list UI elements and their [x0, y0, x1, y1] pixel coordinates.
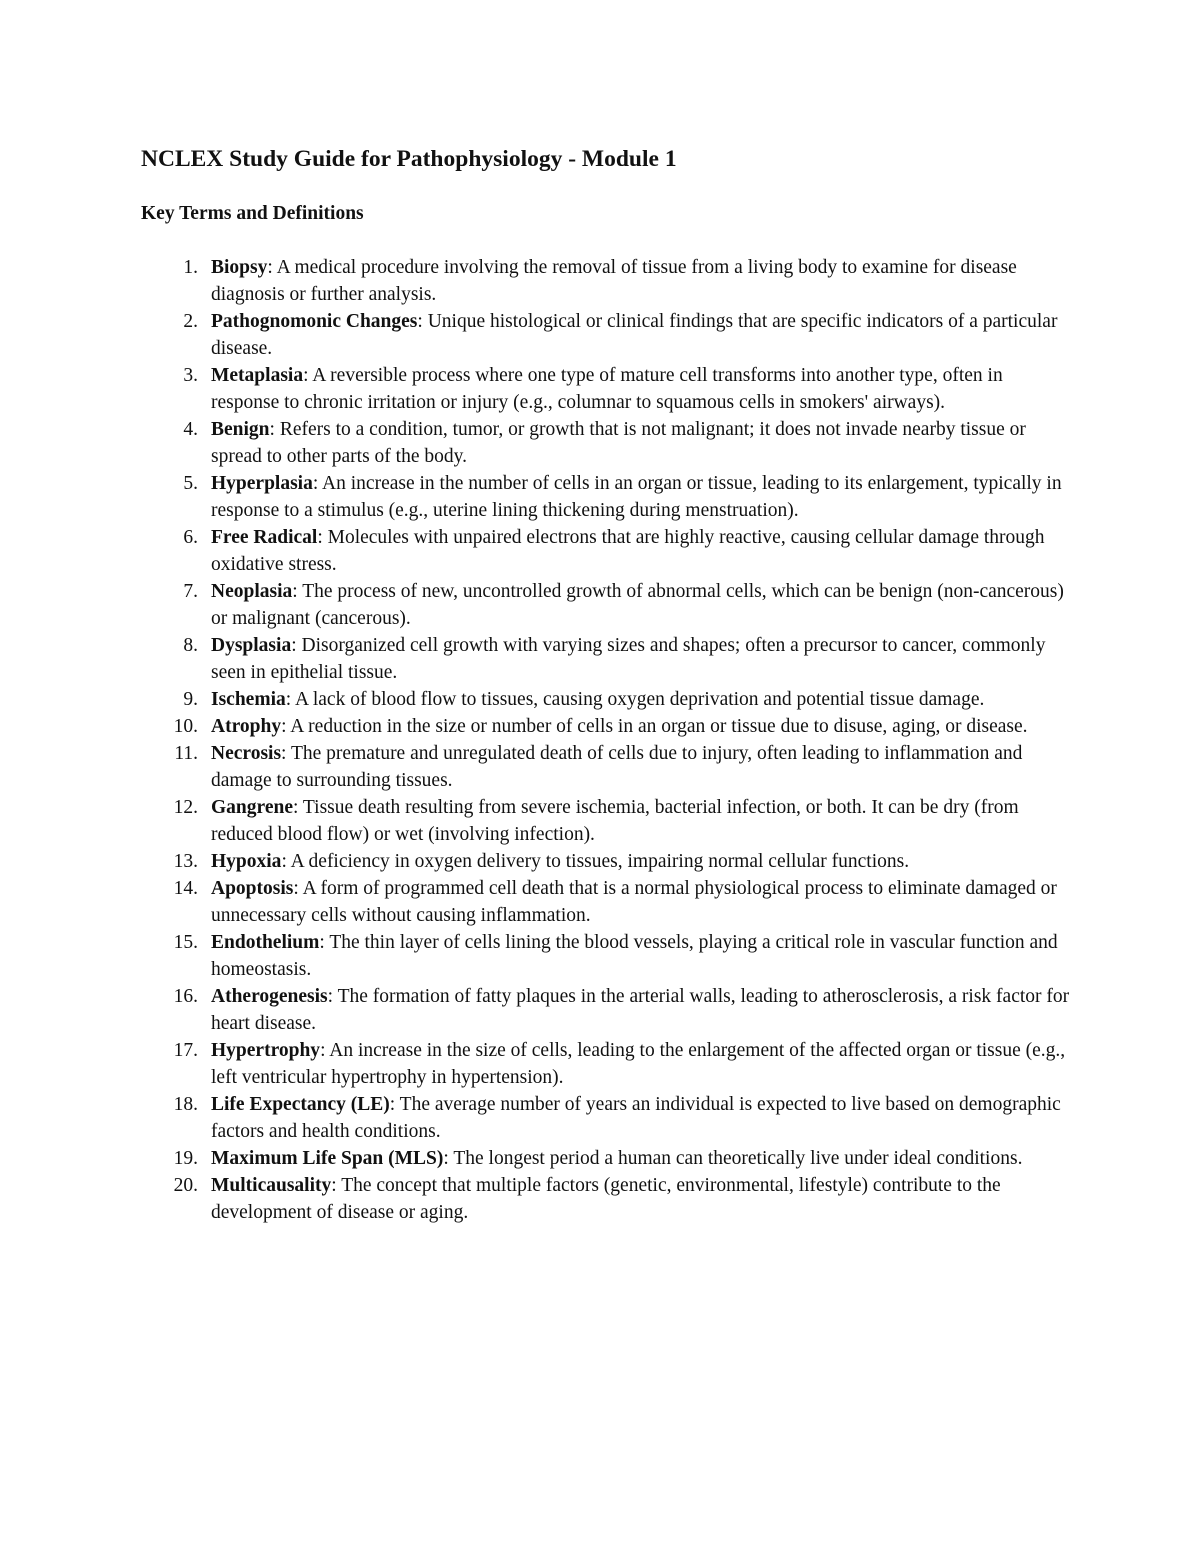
- list-item-number: 17.: [173, 1040, 198, 1061]
- list-item-number: 5.: [183, 473, 198, 494]
- page-title: NCLEX Study Guide for Pathophysiology - Module 1: [141, 146, 677, 172]
- list-item: [141, 416, 1071, 470]
- list-item-number: 18.: [173, 1094, 198, 1115]
- term-definition: : A reduction in the size or number of cells in an organ or tissue due to disuse, aging, or disease.: [281, 716, 1028, 737]
- term-name: Hypertrophy: [211, 1040, 321, 1061]
- list-item: [141, 1145, 1071, 1172]
- list-item: [141, 578, 1071, 632]
- list-item-number: 9.: [183, 689, 198, 710]
- list-item-number: 20.: [173, 1175, 198, 1196]
- list-item: [141, 983, 1071, 1037]
- term-name: Multicausality: [211, 1175, 332, 1196]
- term-name: Dysplasia: [211, 635, 292, 656]
- term-name: Pathognomonic Changes: [211, 311, 418, 332]
- list-item: [141, 875, 1071, 929]
- term-definition: : An increase in the size of cells, leading to the enlargement of the affected organ or tissue (e.g., left ventricular hypertrophy in hypertension).: [211, 1040, 1066, 1088]
- term-name: Apoptosis: [211, 878, 294, 899]
- term-definition: : The thin layer of cells lining the blood vessels, playing a critical role in vascular function and homeostasis.: [211, 932, 1058, 980]
- term-definition: : An increase in the number of cells in an organ or tissue, leading to its enlargement, typically in response to a stimulus (e.g., uterine lining thickening during menstruation).: [211, 473, 1062, 521]
- term-definition: : Unique histological or clinical findings that are specific indicators of a particular disease.: [211, 311, 1058, 359]
- list-item-number: 4.: [183, 419, 198, 440]
- term-definition: : A form of programmed cell death that is a normal physiological process to eliminate damaged or unnecessary cells without causing inflammation.: [211, 878, 1057, 926]
- term-name: Hypoxia: [211, 851, 282, 872]
- list-item-number: 19.: [173, 1148, 198, 1169]
- term-definition: : The concept that multiple factors (genetic, environmental, lifestyle) contribute to the development of disease or aging.: [211, 1175, 1001, 1223]
- term-name: Gangrene: [211, 797, 293, 818]
- term-definition: : A reversible process where one type of mature cell transforms into another type, often in response to chronic irritation or injury (e.g., columnar to squamous cells in smokers' airways).: [211, 365, 1003, 413]
- term-definition: : The premature and unregulated death of cells due to injury, often leading to inflammation and damage to surrounding tissues.: [211, 743, 1023, 791]
- term-definition: : A deficiency in oxygen delivery to tissues, impairing normal cellular functions.: [281, 851, 910, 872]
- term-definition: : The average number of years an individual is expected to live based on demographic factors and health conditions.: [211, 1094, 1061, 1142]
- term-definition: : Molecules with unpaired electrons that are highly reactive, causing cellular damage through oxidative stress.: [211, 527, 1045, 575]
- term-definition: : The process of new, uncontrolled growth of abnormal cells, which can be benign (non-cancerous) or malignant (cancerous).: [211, 581, 1064, 629]
- list-item: [141, 794, 1071, 848]
- list-item: [141, 1172, 1071, 1226]
- term-definition: : The longest period a human can theoretically live under ideal conditions.: [443, 1148, 1023, 1169]
- list-item: [141, 254, 1071, 308]
- term-name: Metaplasia: [211, 365, 304, 386]
- term-definition: : A lack of blood flow to tissues, causing oxygen deprivation and potential tissue damage.: [285, 689, 985, 710]
- list-item: [141, 1037, 1071, 1091]
- list-item: [141, 713, 1071, 740]
- list-item: [141, 740, 1071, 794]
- term-name: Hyperplasia: [211, 473, 313, 494]
- list-item-number: 15.: [173, 932, 198, 953]
- list-item-number: 10.: [173, 716, 198, 737]
- term-definition: : Disorganized cell growth with varying sizes and shapes; often a precursor to cancer, commonly seen in epithelial tissue.: [211, 635, 1046, 683]
- list-item: [141, 470, 1071, 524]
- term-name: Free Radical: [211, 527, 318, 548]
- list-item-number: 8.: [183, 635, 198, 656]
- term-definition: : Refers to a condition, tumor, or growth that is not malignant; it does not invade nearby tissue or spread to other parts of the body.: [211, 419, 1026, 467]
- list-item-number: 3.: [183, 365, 198, 386]
- key-terms-list: [141, 254, 1071, 1226]
- section-heading: Key Terms and Definitions: [141, 203, 364, 224]
- list-item-number: 1.: [183, 257, 198, 278]
- list-item-number: 13.: [173, 851, 198, 872]
- term-name: Neoplasia: [211, 581, 293, 602]
- term-name: Biopsy: [211, 257, 268, 278]
- list-item-number: 14.: [173, 878, 198, 899]
- list-item: [141, 362, 1071, 416]
- list-item-number: 2.: [183, 311, 198, 332]
- list-item-number: 12.: [173, 797, 198, 818]
- term-name: Benign: [211, 419, 270, 440]
- term-name: Life Expectancy (LE): [211, 1094, 390, 1115]
- list-item: [141, 524, 1071, 578]
- term-definition: : The formation of fatty plaques in the arterial walls, leading to atherosclerosis, a risk factor for heart disease.: [211, 986, 1070, 1034]
- term-name: Endothelium: [211, 932, 320, 953]
- list-item: [141, 686, 1071, 713]
- term-name: Atherogenesis: [211, 986, 328, 1007]
- list-item: [141, 848, 1071, 875]
- term-name: Atrophy: [211, 716, 282, 737]
- list-item: [141, 929, 1071, 983]
- term-name: Necrosis: [211, 743, 282, 764]
- list-item-number: 6.: [183, 527, 198, 548]
- list-item: [141, 632, 1071, 686]
- list-item-number: 7.: [183, 581, 198, 602]
- term-definition: : Tissue death resulting from severe ischemia, bacterial infection, or both. It can be dry (from reduced blood flow) or wet (involving infection).: [211, 797, 1019, 845]
- list-item-number: 11.: [174, 743, 198, 764]
- list-item-number: 16.: [173, 986, 198, 1007]
- term-definition: : A medical procedure involving the removal of tissue from a living body to examine for disease diagnosis or further analysis.: [211, 257, 1017, 305]
- list-item: [141, 308, 1071, 362]
- term-name: Maximum Life Span (MLS): [211, 1148, 444, 1169]
- list-item: [141, 1091, 1071, 1145]
- term-name: Ischemia: [211, 689, 286, 710]
